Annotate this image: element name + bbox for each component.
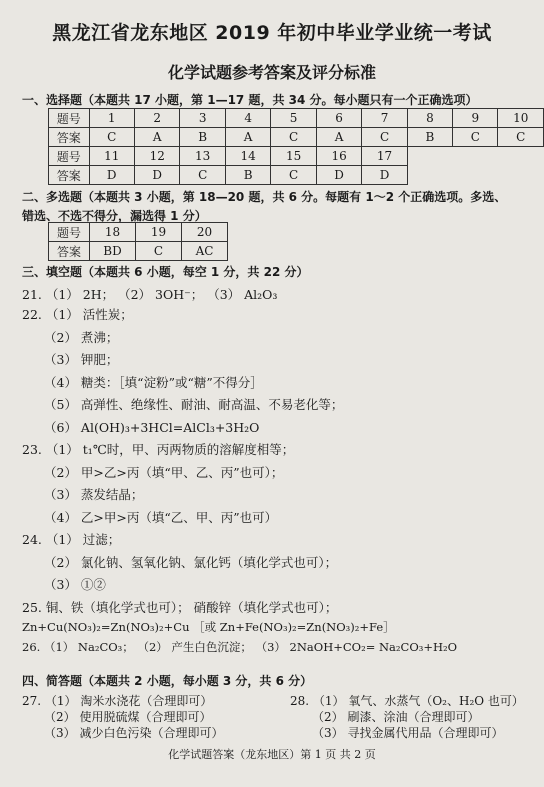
question-number-row — [49, 109, 544, 128]
multi-select-table — [48, 222, 228, 261]
answer-line: 22. （1） 活性炭； — [22, 307, 133, 322]
empty-cell — [453, 147, 498, 166]
answer-line: （3） 蒸发结晶； — [44, 487, 144, 502]
answer-cell: D — [134, 166, 179, 185]
question-number-cell: 3 — [180, 109, 225, 128]
answer-line: （3） ①② — [44, 577, 106, 592]
question-number-cell: 13 — [180, 147, 225, 166]
answer-line: 25. 铜、铁（填化学式也可）； 硝酸锌（填化学式也可）； — [22, 600, 338, 615]
answer-cell: C — [136, 242, 182, 261]
answer-cell: A — [225, 128, 270, 147]
answer-label: 答案 — [49, 166, 90, 185]
answer-line: Zn+Cu(NO₃)₂=Zn(NO₃)₂+Cu ［或 Zn+Fe(NO₃)₂=Zn(NO₃)₂+Fe］ — [22, 620, 395, 634]
question-number-cell: 11 — [89, 147, 134, 166]
question-number-cell: 17 — [362, 147, 407, 166]
section-2-heading-line-2: 错选、不选不得分，漏选得 1 分） — [22, 209, 207, 223]
empty-cell — [407, 147, 452, 166]
question-number-cell: 20 — [182, 223, 228, 242]
answer-row — [49, 128, 544, 147]
question-number-cell: 4 — [225, 109, 270, 128]
answer-cell: A — [316, 128, 361, 147]
answer-line: 26. （1） Na₂CO₃； （2） 产生白色沉淀； （3） 2NaOH+CO₂= Na₂CO₃+H₂O — [22, 640, 458, 654]
answer-cell: B — [225, 166, 270, 185]
answer-cell: B — [407, 128, 452, 147]
question-number-cell: 8 — [407, 109, 452, 128]
question-number-cell: 9 — [453, 109, 498, 128]
section-3-heading: 三、填空题（本题共 6 小题，每空 1 分，共 22 分） — [22, 265, 309, 279]
page-subtitle: 化学试题参考答案及评分标准 — [167, 63, 376, 82]
answer-cell: C — [362, 128, 407, 147]
answer-line: （2） 使用脱硫煤（合理即可） — [44, 710, 212, 724]
answer-cell: B — [180, 128, 225, 147]
answer-row — [49, 242, 228, 261]
question-number-cell: 1 — [89, 109, 134, 128]
empty-cell — [453, 166, 498, 185]
answer-line: （4） 糖类：［填“淀粉”或“糖”不得分］ — [44, 375, 263, 390]
answer-line: （2） 氯化钠、氢氧化钠、氯化钙（填化学式也可）； — [44, 555, 338, 570]
answer-label: 答案 — [49, 242, 90, 261]
question-number-cell: 2 — [134, 109, 179, 128]
answer-line: （2） 煮沸； — [44, 330, 119, 345]
answer-cell: D — [316, 166, 361, 185]
page-footer: 化学试题答案（龙东地区）第 1 页 共 2 页 — [168, 748, 376, 761]
multiple-choice-table — [48, 108, 544, 185]
question-number-row — [49, 147, 544, 166]
question-number-cell: 7 — [362, 109, 407, 128]
question-number-cell: 10 — [498, 109, 544, 128]
answer-line: （3） 寻找金属代用品（合理即可） — [312, 726, 504, 740]
answer-line: （2） 甲>乙>丙（填“甲、乙、丙”也可）； — [44, 465, 284, 480]
question-number-cell: 5 — [271, 109, 316, 128]
question-number-cell: 18 — [90, 223, 136, 242]
empty-cell — [498, 147, 544, 166]
question-number-cell: 16 — [316, 147, 361, 166]
page-title: 黑龙江省龙东地区 2019 年初中毕业学业统一考试 — [52, 22, 492, 44]
answer-line: （5） 高弹性、绝缘性、耐油、耐高温、不易老化等； — [44, 397, 344, 412]
answer-line: 21. （1） 2H； （2） 3OH⁻； （3） Al₂O₃ — [22, 287, 278, 302]
answer-line: 24. （1） 过滤； — [22, 532, 121, 547]
empty-cell — [407, 166, 452, 185]
answer-cell: A — [134, 128, 179, 147]
empty-cell — [498, 166, 544, 185]
answer-cell: D — [362, 166, 407, 185]
section-1-heading: 一、选择题（本题共 17 小题，第 1—17 题，共 34 分。每小题只有一个正确选项） — [22, 93, 478, 107]
question-number-cell: 14 — [225, 147, 270, 166]
answer-cell: C — [271, 166, 316, 185]
answer-line: （4） 乙>甲>丙（填“乙、甲、丙”也可） — [44, 510, 278, 525]
answer-cell: D — [89, 166, 134, 185]
section-2-heading-line-1: 二、多选题（本题共 3 小题，第 18—20 题，共 6 分。每题有 1～2 个正确选项。多选、 — [22, 190, 507, 204]
question-number-row — [49, 223, 228, 242]
question-number-cell: 15 — [271, 147, 316, 166]
answer-row — [49, 166, 544, 185]
answer-cell: C — [89, 128, 134, 147]
answer-cell: C — [271, 128, 316, 147]
answer-line: 23. （1） t₁℃时，甲、丙两物质的溶解度相等； — [22, 442, 295, 457]
answer-cell: C — [498, 128, 544, 147]
question-number-label: 题号 — [49, 147, 90, 166]
answer-line: （2） 刷漆、涂油（合理即可） — [312, 710, 480, 724]
question-number-label: 题号 — [49, 109, 90, 128]
section-4-heading: 四、简答题（本题共 2 小题，每小题 3 分，共 6 分） — [22, 674, 313, 688]
answer-line: （6） Al(OH)₃+3HCl=AlCl₃+3H₂O — [44, 420, 260, 435]
answer-cell: BD — [90, 242, 136, 261]
answer-line: 28. （1） 氧气、水蒸气（O₂、H₂O 也可） — [290, 694, 524, 708]
question-number-cell: 19 — [136, 223, 182, 242]
answer-line: （3） 减少白色污染（合理即可） — [44, 726, 224, 740]
question-number-cell: 6 — [316, 109, 361, 128]
question-number-label: 题号 — [49, 223, 90, 242]
answer-cell: C — [180, 166, 225, 185]
answer-line: （3） 钾肥； — [44, 352, 119, 367]
answer-line: 27. （1） 淘米水浇花（合理即可） — [22, 694, 213, 708]
question-number-cell: 12 — [134, 147, 179, 166]
answer-cell: C — [453, 128, 498, 147]
answer-label: 答案 — [49, 128, 90, 147]
answer-cell: AC — [182, 242, 228, 261]
